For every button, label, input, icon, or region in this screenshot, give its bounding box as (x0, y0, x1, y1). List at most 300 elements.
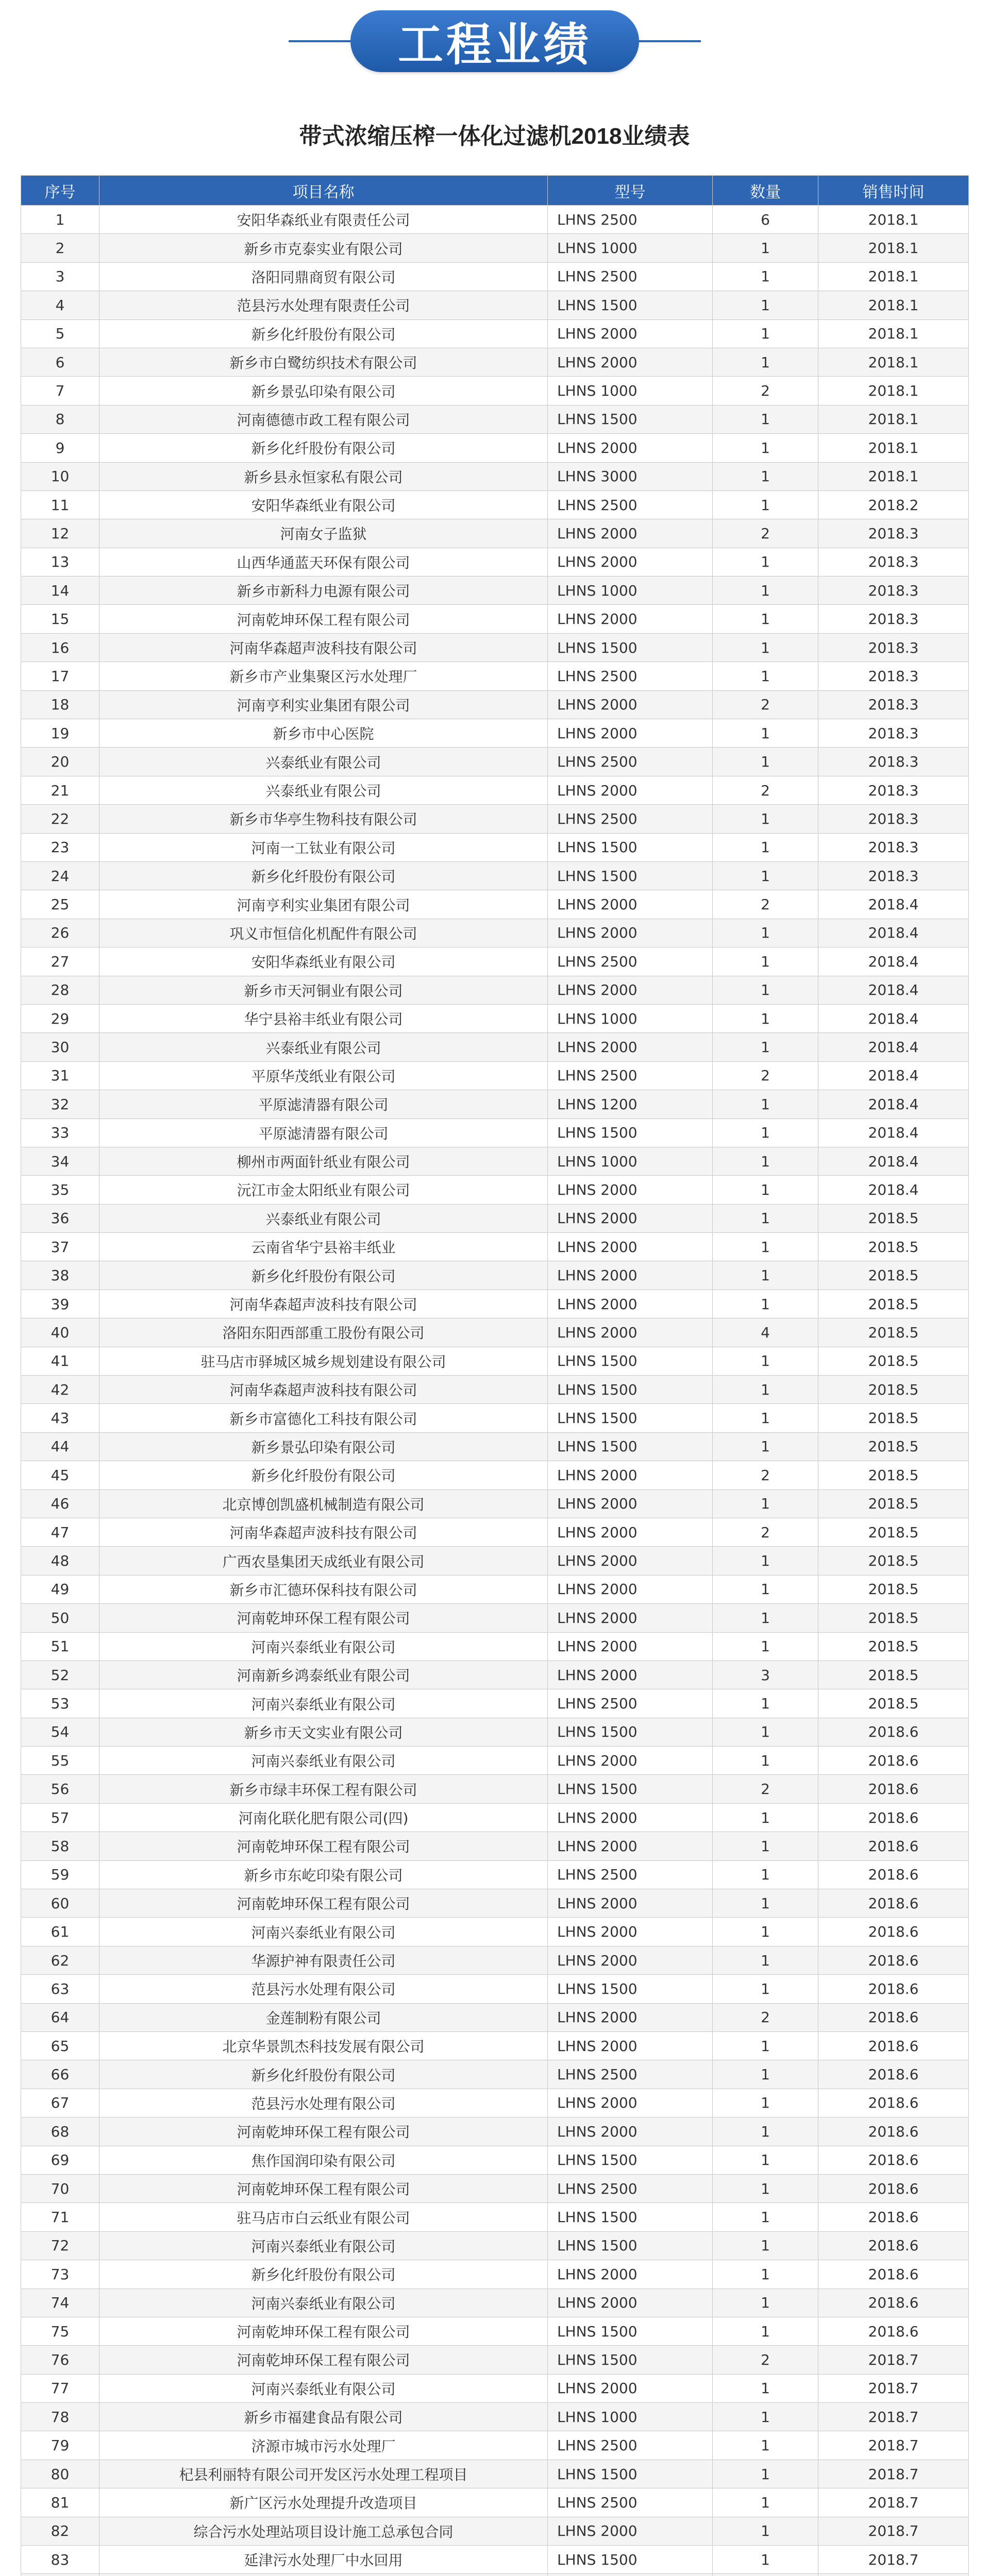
cell-index: 49 (21, 1575, 99, 1604)
cell-project-name: 新乡化纤股份有限公司 (99, 320, 548, 348)
cell-model: LHNS 2500 (548, 1062, 713, 1090)
cell-quantity: 6 (713, 206, 818, 234)
cell-model: LHNS 2000 (548, 2032, 713, 2060)
cell-quantity: 1 (713, 1832, 818, 1860)
cell-sale-time: 2018.4 (818, 947, 969, 976)
cell-project-name: 新广区污水处理提升改造项目 (99, 2488, 548, 2517)
cell-model: LHNS 1500 (548, 634, 713, 662)
cell-index: 82 (21, 2517, 99, 2546)
cell-quantity: 2 (713, 1775, 818, 1803)
cell-project-name: 新乡景弘印染有限公司 (99, 377, 548, 405)
cell-index: 70 (21, 2175, 99, 2203)
table-row (21, 2060, 969, 2089)
cell-index: 67 (21, 2089, 99, 2117)
cell-index: 64 (21, 2004, 99, 2032)
table-row (21, 1946, 969, 1975)
cell-model: LHNS 1500 (548, 1975, 713, 2003)
cell-sale-time: 2018.6 (818, 2260, 969, 2289)
cell-quantity: 1 (713, 2260, 818, 2289)
cell-index: 72 (21, 2232, 99, 2260)
cell-project-name: 新乡市产业集聚区污水处理厂 (99, 662, 548, 690)
cell-model: LHNS 2500 (548, 805, 713, 833)
cell-model: LHNS 1500 (548, 1718, 713, 1747)
cell-model: LHNS 2000 (548, 1604, 713, 1632)
cell-quantity: 1 (713, 548, 818, 577)
table-row (21, 1718, 969, 1747)
table-row (21, 1461, 969, 1489)
cell-sale-time: 2018.3 (818, 862, 969, 890)
cell-sale-time: 2018.4 (818, 1090, 969, 1118)
table-row (21, 1404, 969, 1432)
cell-model: LHNS 1500 (548, 2317, 713, 2346)
cell-model: LHNS 2000 (548, 1946, 713, 1975)
cell-sale-time: 2018.5 (818, 1347, 969, 1376)
cell-index: 32 (21, 1090, 99, 1118)
cell-model: LHNS 1500 (548, 2460, 713, 2488)
cell-index: 48 (21, 1547, 99, 1575)
table-row (21, 2203, 969, 2231)
cell-sale-time: 2018.3 (818, 605, 969, 633)
cell-index: 6 (21, 348, 99, 377)
table-row (21, 234, 969, 262)
cell-quantity (713, 2574, 818, 2576)
cell-quantity: 1 (713, 1490, 818, 1518)
cell-project-name: 兴泰纸业有限公司 (99, 748, 548, 776)
cell-index: 37 (21, 1233, 99, 1261)
table-row (21, 2460, 969, 2488)
cell-model: LHNS 1500 (548, 834, 713, 862)
cell-quantity: 1 (713, 1946, 818, 1975)
cell-quantity: 1 (713, 1290, 818, 1318)
cell-quantity: 1 (713, 263, 818, 291)
table-row (21, 1033, 969, 1061)
cell-quantity: 1 (713, 1604, 818, 1632)
cell-sale-time: 2018.6 (818, 1918, 969, 1946)
table-row (21, 634, 969, 662)
cell-model: LHNS 1000 (548, 2403, 713, 2431)
table-row (21, 2232, 969, 2260)
cell-index: 30 (21, 1033, 99, 1061)
cell-index: 21 (21, 776, 99, 805)
cell-project-name: 新乡市东屹印染有限公司 (99, 1861, 548, 1889)
cell-quantity: 1 (713, 862, 818, 890)
cell-index: 28 (21, 976, 99, 1005)
cell-index: 22 (21, 805, 99, 833)
cell-sale-time: 2018.6 (818, 2117, 969, 2146)
table-row (21, 2488, 969, 2517)
cell-quantity: 1 (713, 2488, 818, 2517)
cell-model: LHNS 2000 (548, 1033, 713, 1061)
table-row (21, 1689, 969, 1718)
cell-model: LHNS 1500 (548, 2203, 713, 2231)
cell-project-name: 云南省华宁县裕丰纸业 (99, 1233, 548, 1261)
cell-model: LHNS 1000 (548, 577, 713, 605)
cell-project-name: 驻马店市驿城区城乡规划建设有限公司 (99, 1347, 548, 1376)
cell-project-name: 金莲制粉有限公司 (99, 2004, 548, 2032)
cell-project-name: 新乡化纤股份有限公司 (99, 1261, 548, 1290)
cell-sale-time: 2018.3 (818, 719, 969, 748)
cell-model: LHNS 2000 (548, 1205, 713, 1233)
cell-sale-time: 2018.3 (818, 776, 969, 805)
cell-index: 75 (21, 2317, 99, 2346)
table-row (21, 1147, 969, 1176)
cell-project-name: 新乡景弘印染有限公司 (99, 1433, 548, 1461)
cell-sale-time: 2018.1 (818, 320, 969, 348)
table-row (21, 1633, 969, 1661)
table-row (21, 320, 969, 348)
cell-project-name: 综合污水处理站项目设计施工总承包合同 (99, 2517, 548, 2546)
table-row (21, 2403, 969, 2431)
cell-sale-time: 2018.5 (818, 1490, 969, 1518)
table-row (21, 377, 969, 405)
cell-index: 20 (21, 748, 99, 776)
cell-quantity: 1 (713, 1975, 818, 2003)
table-row (21, 1376, 969, 1404)
cell-model: LHNS 2500 (548, 491, 713, 519)
cell-quantity: 1 (713, 2117, 818, 2146)
cell-quantity: 1 (713, 1747, 818, 1775)
cell-index: 53 (21, 1689, 99, 1718)
cell-model: LHNS 1500 (548, 2346, 713, 2374)
table-row (21, 1518, 969, 1547)
cell-quantity: 1 (713, 1804, 818, 1832)
cell-index: 56 (21, 1775, 99, 1803)
table-row (21, 890, 969, 919)
cell-index: 73 (21, 2260, 99, 2289)
table-row (21, 776, 969, 805)
table-row (21, 662, 969, 690)
table-row (21, 1547, 969, 1575)
cell-sale-time: 2018.1 (818, 434, 969, 462)
cell-quantity: 1 (713, 1861, 818, 1889)
cell-project-name: 河南乾坤环保工程有限公司 (99, 2317, 548, 2346)
cell-sale-time: 2018.4 (818, 976, 969, 1005)
cell-index (21, 2574, 99, 2576)
cell-index: 71 (21, 2203, 99, 2231)
cell-quantity: 1 (713, 405, 818, 434)
cell-model: LHNS 2000 (548, 605, 713, 633)
cell-project-name: 河南华森超声波科技有限公司 (99, 1290, 548, 1318)
cell-quantity: 1 (713, 1547, 818, 1575)
cell-index: 15 (21, 605, 99, 633)
cell-index: 50 (21, 1604, 99, 1632)
cell-sale-time: 2018.5 (818, 1604, 969, 1632)
cell-sale-time: 2018.6 (818, 2032, 969, 2060)
table-row (21, 1318, 969, 1347)
cell-quantity: 1 (713, 1889, 818, 1918)
cell-index: 13 (21, 548, 99, 577)
cell-model: LHNS 1500 (548, 1376, 713, 1404)
cell-quantity: 1 (713, 2146, 818, 2175)
cell-quantity: 2 (713, 377, 818, 405)
cell-project-name: 新乡化纤股份有限公司 (99, 862, 548, 890)
cell-index: 10 (21, 463, 99, 491)
cell-sale-time: 2018.4 (818, 1033, 969, 1061)
cell-model: LHNS 1500 (548, 1404, 713, 1432)
table-row (21, 2289, 969, 2317)
cell-index: 59 (21, 1861, 99, 1889)
table-row (21, 405, 969, 434)
cell-sale-time: 2018.7 (818, 2488, 969, 2517)
cell-project-name: 新乡县永恒家私有限公司 (99, 463, 548, 491)
cell-project-name: 济源市城市污水处理厂 (99, 2431, 548, 2460)
table-row (21, 1832, 969, 1860)
cell-index: 81 (21, 2488, 99, 2517)
table-row (21, 2574, 969, 2576)
cell-quantity: 1 (713, 234, 818, 262)
cell-model: LHNS 2000 (548, 548, 713, 577)
cell-project-name: 河南兴泰纸业有限公司 (99, 1689, 548, 1718)
cell-sale-time: 2018.7 (818, 2460, 969, 2488)
table-row (21, 1889, 969, 1918)
cell-index: 2 (21, 234, 99, 262)
cell-sale-time: 2018.4 (818, 1005, 969, 1033)
cell-model: LHNS 2000 (548, 2117, 713, 2146)
cell-model: LHNS 2000 (548, 1490, 713, 1518)
table-row (21, 263, 969, 291)
cell-quantity: 1 (713, 1575, 818, 1604)
cell-quantity: 1 (713, 1918, 818, 1946)
cell-sale-time: 2018.6 (818, 1832, 969, 1860)
cell-model: LHNS 2000 (548, 1176, 713, 1204)
cell-model (548, 2574, 713, 2576)
table-row (21, 1347, 969, 1376)
cell-index: 29 (21, 1005, 99, 1033)
cell-sale-time: 2018.6 (818, 1747, 969, 1775)
cell-project-name: 山西华通蓝天环保有限公司 (99, 548, 548, 577)
cell-quantity: 1 (713, 719, 818, 748)
cell-project-name: 河南兴泰纸业有限公司 (99, 2289, 548, 2317)
cell-sale-time: 2018.6 (818, 2004, 969, 2032)
cell-project-name: 河南乾坤环保工程有限公司 (99, 1832, 548, 1860)
cell-index: 68 (21, 2117, 99, 2146)
cell-sale-time (818, 2574, 969, 2576)
cell-index: 7 (21, 377, 99, 405)
cell-project-name: 平原滤清器有限公司 (99, 1090, 548, 1118)
cell-quantity: 1 (713, 634, 818, 662)
table-row (21, 1604, 969, 1632)
cell-model: LHNS 1500 (548, 1347, 713, 1376)
cell-quantity: 1 (713, 434, 818, 462)
cell-quantity: 1 (713, 2232, 818, 2260)
cell-model: LHNS 2000 (548, 719, 713, 748)
cell-model: LHNS 2000 (548, 1518, 713, 1547)
cell-model: LHNS 2000 (548, 1461, 713, 1489)
cell-sale-time: 2018.1 (818, 206, 969, 234)
table-row (21, 605, 969, 633)
cell-quantity: 1 (713, 291, 818, 319)
cell-project-name: 河南华森超声波科技有限公司 (99, 1518, 548, 1547)
cell-sale-time: 2018.3 (818, 548, 969, 577)
table-row (21, 2146, 969, 2175)
cell-sale-time: 2018.6 (818, 2175, 969, 2203)
cell-model: LHNS 2000 (548, 1233, 713, 1261)
cell-index: 36 (21, 1205, 99, 1233)
cell-index: 33 (21, 1119, 99, 1147)
cell-quantity: 1 (713, 1718, 818, 1747)
cell-quantity: 1 (713, 2175, 818, 2203)
table-row (21, 834, 969, 862)
cell-model: LHNS 3000 (548, 463, 713, 491)
cell-model: LHNS 2000 (548, 1318, 713, 1347)
table-row (21, 2346, 969, 2374)
cell-model: LHNS 1500 (548, 862, 713, 890)
cell-project-name: 沅江市金太阳纸业有限公司 (99, 1176, 548, 1204)
cell-quantity: 1 (713, 2317, 818, 2346)
cell-model: LHNS 2000 (548, 2089, 713, 2117)
cell-quantity: 1 (713, 1205, 818, 1233)
cell-sale-time: 2018.1 (818, 234, 969, 262)
cell-sale-time: 2018.3 (818, 662, 969, 690)
cell-index: 83 (21, 2546, 99, 2574)
cell-index: 76 (21, 2346, 99, 2374)
cell-project-name: 新乡市天河铜业有限公司 (99, 976, 548, 1005)
cell-project-name: 河南女子监狱 (99, 519, 548, 548)
cell-sale-time: 2018.1 (818, 291, 969, 319)
cell-project-name: 兴泰纸业有限公司 (99, 1205, 548, 1233)
cell-quantity: 2 (713, 691, 818, 719)
cell-model: LHNS 1500 (548, 1775, 713, 1803)
cell-model: LHNS 1000 (548, 234, 713, 262)
table-row (21, 1804, 969, 1832)
cell-quantity: 1 (713, 662, 818, 690)
cell-sale-time: 2018.3 (818, 748, 969, 776)
cell-quantity: 1 (713, 1376, 818, 1404)
cell-model: LHNS 2500 (548, 2175, 713, 2203)
cell-project-name: 华源护神有限责任公司 (99, 1946, 548, 1975)
cell-quantity: 2 (713, 890, 818, 919)
cell-index: 39 (21, 1290, 99, 1318)
cell-model: LHNS 2000 (548, 1575, 713, 1604)
cell-sale-time: 2018.6 (818, 1946, 969, 1975)
cell-index: 19 (21, 719, 99, 748)
cell-quantity: 1 (713, 1689, 818, 1718)
cell-project-name: 新乡市新科力电源有限公司 (99, 577, 548, 605)
table-row (21, 2260, 969, 2289)
cell-quantity: 1 (713, 1119, 818, 1147)
cell-sale-time: 2018.7 (818, 2431, 969, 2460)
cell-index: 55 (21, 1747, 99, 1775)
cell-model: LHNS 2000 (548, 691, 713, 719)
cell-index: 16 (21, 634, 99, 662)
cell-index: 1 (21, 206, 99, 234)
table-row (21, 1233, 969, 1261)
table-row (21, 862, 969, 890)
cell-quantity: 1 (713, 919, 818, 947)
cell-quantity: 1 (713, 2032, 818, 2060)
cell-project-name: 河南乾坤环保工程有限公司 (99, 1604, 548, 1632)
cell-project-name: 新乡市绿丰环保工程有限公司 (99, 1775, 548, 1803)
cell-model: LHNS 2000 (548, 976, 713, 1005)
cell-model: LHNS 1500 (548, 2546, 713, 2574)
cell-sale-time: 2018.4 (818, 890, 969, 919)
cell-sale-time: 2018.1 (818, 463, 969, 491)
cell-quantity: 1 (713, 2289, 818, 2317)
cell-sale-time: 2018.1 (818, 348, 969, 377)
cell-project-name: 兴泰纸业有限公司 (99, 776, 548, 805)
cell-project-name: 洛阳东阳西部重工股份有限公司 (99, 1318, 548, 1347)
cell-model: LHNS 2500 (548, 2431, 713, 2460)
cell-project-name: 新乡化纤股份有限公司 (99, 434, 548, 462)
cell-index: 8 (21, 405, 99, 434)
cell-quantity: 1 (713, 1233, 818, 1261)
cell-model: LHNS 2000 (548, 1661, 713, 1689)
cell-project-name: 河南乾坤环保工程有限公司 (99, 605, 548, 633)
cell-project-name: 河南德德市政工程有限公司 (99, 405, 548, 434)
cell-project-name: 新乡市天文实业有限公司 (99, 1718, 548, 1747)
cell-quantity: 2 (713, 519, 818, 548)
cell-index: 78 (21, 2403, 99, 2431)
cell-project-name: 河南亨利实业集团有限公司 (99, 691, 548, 719)
cell-quantity: 4 (713, 1318, 818, 1347)
cell-model: LHNS 2500 (548, 263, 713, 291)
cell-project-name: 河南兴泰纸业有限公司 (99, 1918, 548, 1946)
table-row (21, 2004, 969, 2032)
cell-project-name: 新乡市克泰实业有限公司 (99, 234, 548, 262)
cell-sale-time: 2018.4 (818, 1119, 969, 1147)
table-row (21, 1005, 969, 1033)
cell-index: 42 (21, 1376, 99, 1404)
header-sale-time: 销售时间 (818, 176, 969, 206)
cell-model: LHNS 2000 (548, 1918, 713, 1946)
cell-model: LHNS 2000 (548, 1747, 713, 1775)
cell-index: 26 (21, 919, 99, 947)
cell-sale-time: 2018.3 (818, 691, 969, 719)
table-row (21, 976, 969, 1005)
cell-project-name: 范县污水处理有限责任公司 (99, 291, 548, 319)
cell-sale-time: 2018.1 (818, 263, 969, 291)
table-row (21, 2546, 969, 2574)
cell-project-name: 河南华森超声波科技有限公司 (99, 1376, 548, 1404)
cell-index: 61 (21, 1918, 99, 1946)
cell-index: 3 (21, 263, 99, 291)
cell-quantity: 1 (713, 1404, 818, 1432)
cell-sale-time: 2018.6 (818, 2289, 969, 2317)
cell-sale-time: 2018.6 (818, 2317, 969, 2346)
cell-project-name: 新乡市白鹭纺织技术有限公司 (99, 348, 548, 377)
cell-model: LHNS 2000 (548, 1290, 713, 1318)
cell-model: LHNS 2000 (548, 1547, 713, 1575)
cell-sale-time: 2018.7 (818, 2346, 969, 2374)
cell-model: LHNS 2000 (548, 348, 713, 377)
table-title: 带式浓缩压榨一体化过滤机2018业绩表 (299, 124, 690, 149)
cell-index: 40 (21, 1318, 99, 1347)
cell-quantity: 1 (713, 1176, 818, 1204)
cell-project-name: 平原华茂纸业有限公司 (99, 1062, 548, 1090)
cell-quantity: 1 (713, 2089, 818, 2117)
cell-model: LHNS 1500 (548, 291, 713, 319)
cell-quantity: 1 (713, 1433, 818, 1461)
table-row (21, 1062, 969, 1090)
table-row (21, 519, 969, 548)
section-banner (289, 5, 701, 77)
cell-index: 31 (21, 1062, 99, 1090)
table-header-row (21, 176, 969, 206)
cell-project-name: 河南新乡鸿泰纸业有限公司 (99, 1661, 548, 1689)
table-row (21, 1261, 969, 1290)
cell-project-name: 河南乾坤环保工程有限公司 (99, 2346, 548, 2374)
cell-index: 17 (21, 662, 99, 690)
cell-project-name: 延津污水处理厂中水回用 (99, 2546, 548, 2574)
cell-model: LHNS 2500 (548, 1689, 713, 1718)
table-row (21, 1290, 969, 1318)
cell-model: LHNS 2000 (548, 776, 713, 805)
table-row (21, 719, 969, 748)
cell-quantity: 3 (713, 1661, 818, 1689)
cell-model: LHNS 1200 (548, 1090, 713, 1118)
cell-sale-time: 2018.6 (818, 2203, 969, 2231)
table-row (21, 2117, 969, 2146)
